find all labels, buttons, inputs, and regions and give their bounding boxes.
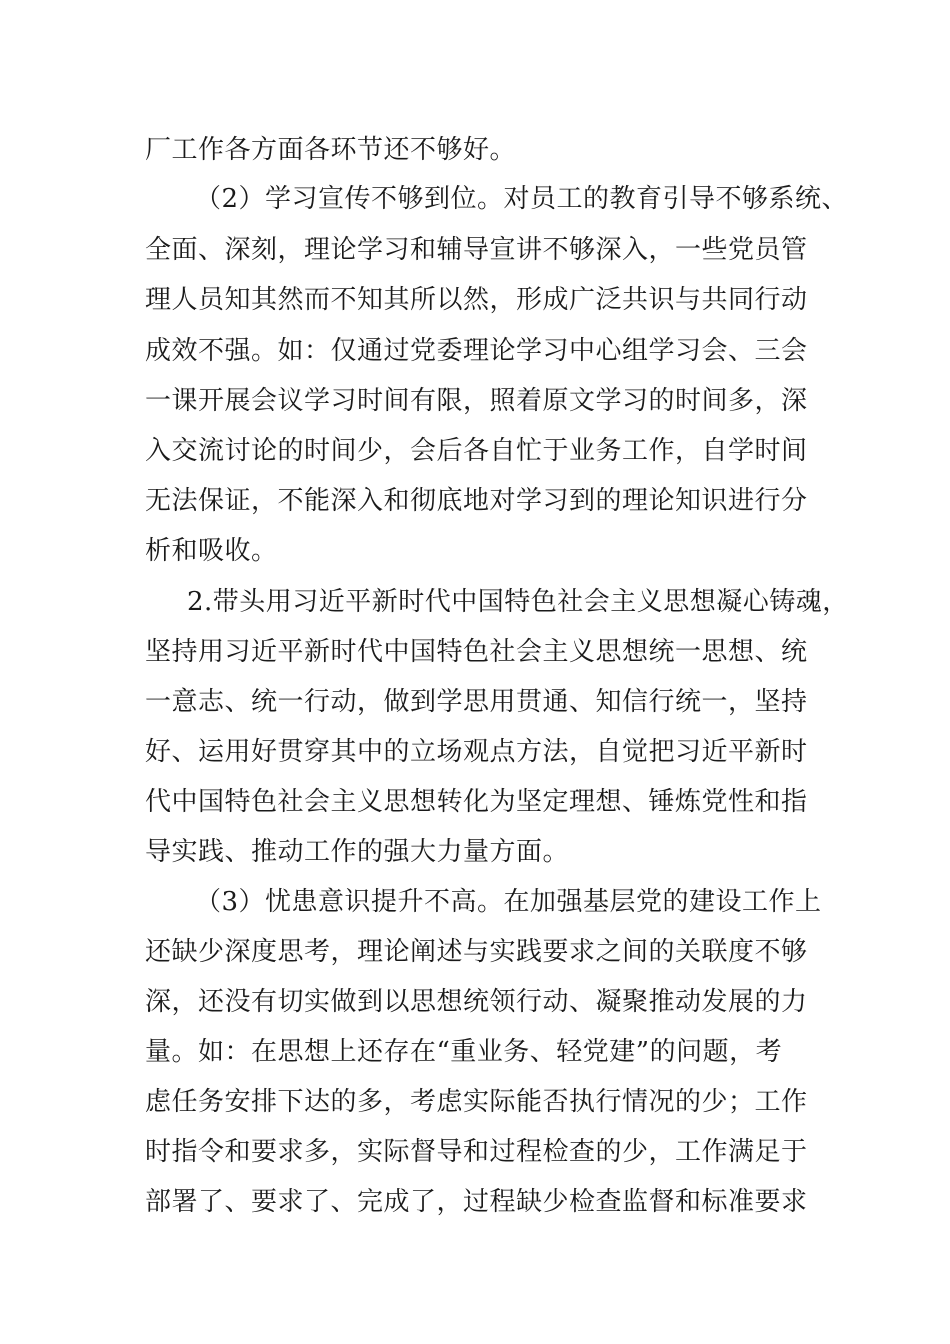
text-line: 一课开展会议学习时间有限，照着原文学习的时间多，深 (145, 386, 808, 416)
section-heading-line: 2.带头用习近平新时代中国特色社会主义思想凝心铸魂， (187, 587, 849, 617)
paragraph-heading-line: （2）学习宣传不够到位。对员工的教育引导不够系统、 (195, 184, 849, 214)
text-line: 无法保证，不能深入和彻底地对学习到的理论知识进行分 (145, 486, 808, 516)
text-line: 还缺少深度思考，理论阐述与实践要求之间的关联度不够 (145, 937, 808, 967)
text-line: 析和吸收。 (145, 536, 278, 566)
paragraph-heading-line: （3）忧患意识提升不高。在加强基层党的建设工作上 (195, 887, 822, 917)
text-line: 量。如：在思想上还存在“重业务、轻党建”的问题，考 (145, 1037, 783, 1067)
text-line: 时指令和要求多，实际督导和过程检查的少，工作满足于 (145, 1137, 808, 1167)
text-line: 坚持用习近平新时代中国特色社会主义思想统一思想、统 (145, 637, 808, 667)
text-line: 成效不强。如：仅通过党委理论学习中心组学习会、三会 (145, 336, 808, 366)
text-line: 深，还没有切实做到以思想统领行动、凝聚推动发展的力 (145, 987, 808, 1017)
text-line: 部署了、要求了、完成了，过程缺少检查监督和标准要求 (145, 1187, 808, 1217)
text-line: 理人员知其然而不知其所以然，形成广泛共识与共同行动 (145, 285, 808, 315)
text-line: 全面、深刻，理论学习和辅导宣讲不够深入，一些党员管 (145, 235, 808, 265)
text-line: 好、运用好贯穿其中的立场观点方法，自觉把习近平新时 (145, 737, 808, 767)
text-line: 厂工作各方面各环节还不够好。 (145, 135, 517, 165)
text-line: 一意志、统一行动，做到学思用贯通、知信行统一，坚持 (145, 687, 808, 717)
text-line: 代中国特色社会主义思想转化为坚定理想、锤炼党性和指 (145, 787, 808, 817)
text-line: 导实践、推动工作的强大力量方面。 (145, 837, 570, 867)
text-line: 虑任务安排下达的多，考虑实际能否执行情况的少；工作 (145, 1087, 808, 1117)
text-line: 入交流讨论的时间少，会后各自忙于业务工作，自学时间 (145, 436, 808, 466)
